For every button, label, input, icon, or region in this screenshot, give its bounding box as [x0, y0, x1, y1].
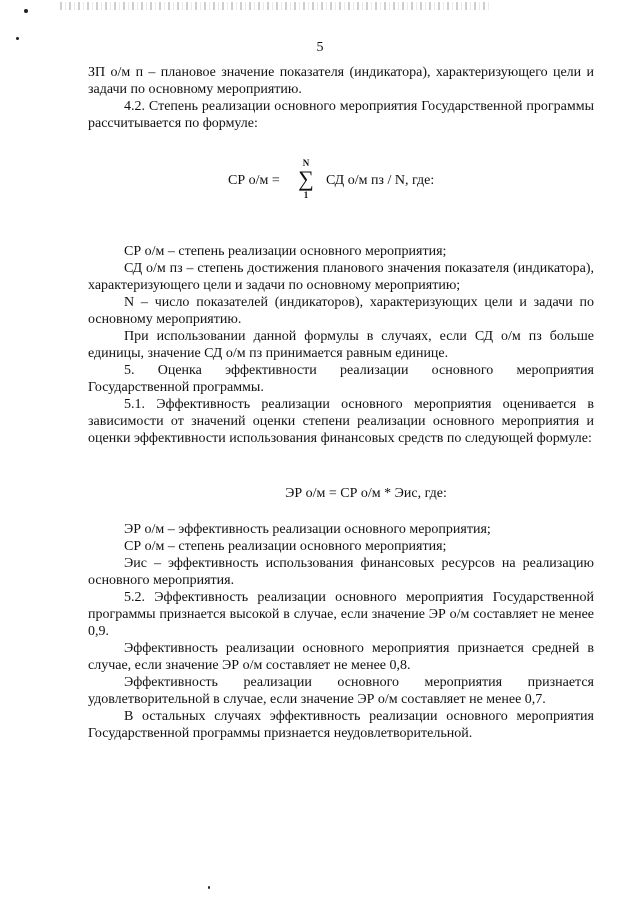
- formula-er: [0, 486, 640, 502]
- paragraph: СР о/м – степень реализации основного мероприятия;: [124, 539, 447, 554]
- paragraph: СР о/м – степень реализации основного мероприятия;: [124, 244, 447, 259]
- formula-cp: [0, 158, 640, 204]
- scan-artifact-top: [60, 2, 490, 10]
- formula-er-text: ЭР о/м = СР о/м * Эис, где:: [285, 486, 447, 501]
- paragraph: В остальных случаях эффективность реализации основного мероприятия Государственной программы признается неудовлетворительной.: [88, 709, 594, 741]
- paragraph: 4.2. Степень реализации основного мероприятия Государственной программы рассчитывается по формуле:: [88, 99, 594, 131]
- scan-speck: [24, 9, 28, 13]
- paragraph: ЭР о/м – эффективность реализации основного мероприятия;: [124, 522, 491, 537]
- sigma-icon: ∑: [298, 166, 314, 191]
- text-block-3: [88, 521, 594, 742]
- paragraph: 5.2. Эффективность реализации основного мероприятия Государственной программы признается высокой в случае, если значение ЭР о/м составляет не менее 0,9.: [88, 590, 594, 639]
- paragraph: Эис – эффективность использования финансовых ресурсов на реализацию основного мероприятия.: [88, 556, 594, 588]
- paragraph: 5.1. Эффективность реализации основного мероприятия оценивается в зависимости от значений оценки степени реализации основного мероприятия и оценки эффективности использования финансовых средств по следующей формуле:: [88, 397, 594, 446]
- sum-lower-limit: 1: [303, 190, 309, 200]
- formula-rhs: СД о/м пз / N, где:: [326, 173, 435, 188]
- page-number: 5: [316, 40, 324, 55]
- text-block-2: [88, 243, 594, 447]
- formula-lhs: СР о/м =: [228, 173, 280, 188]
- sum-upper-limit: N: [302, 158, 310, 168]
- scan-speck: [208, 886, 210, 889]
- paragraph: ЗП о/м п – плановое значение показателя (индикатора), характеризующего цели и задачи по основному мероприятию.: [88, 65, 594, 97]
- paragraph: Эффективность реализации основного мероприятия признается средней в случае, если значение ЭР о/м составляет не менее 0,8.: [88, 641, 594, 673]
- sum-symbol: [296, 158, 316, 200]
- paragraph: СД о/м пз – степень достижения планового значения показателя (индикатора), характеризующего цели и задачи по основному мероприятию;: [88, 261, 594, 293]
- paragraph: Эффективность реализации основного мероприятия признается удовлетворительной в случае, если значение ЭР о/м составляет не менее 0,7.: [88, 675, 594, 707]
- text-block-1: [88, 64, 594, 132]
- paragraph: 5. Оценка эффективности реализации основного мероприятия Государственной программы.: [88, 363, 594, 395]
- paragraph: При использовании данной формулы в случаях, если СД о/м пз больше единицы, значение СД о/м пз принимается равным единице.: [88, 329, 594, 361]
- paragraph: N – число показателей (индикаторов), характеризующих цели и задачи по основному мероприятию.: [88, 295, 594, 327]
